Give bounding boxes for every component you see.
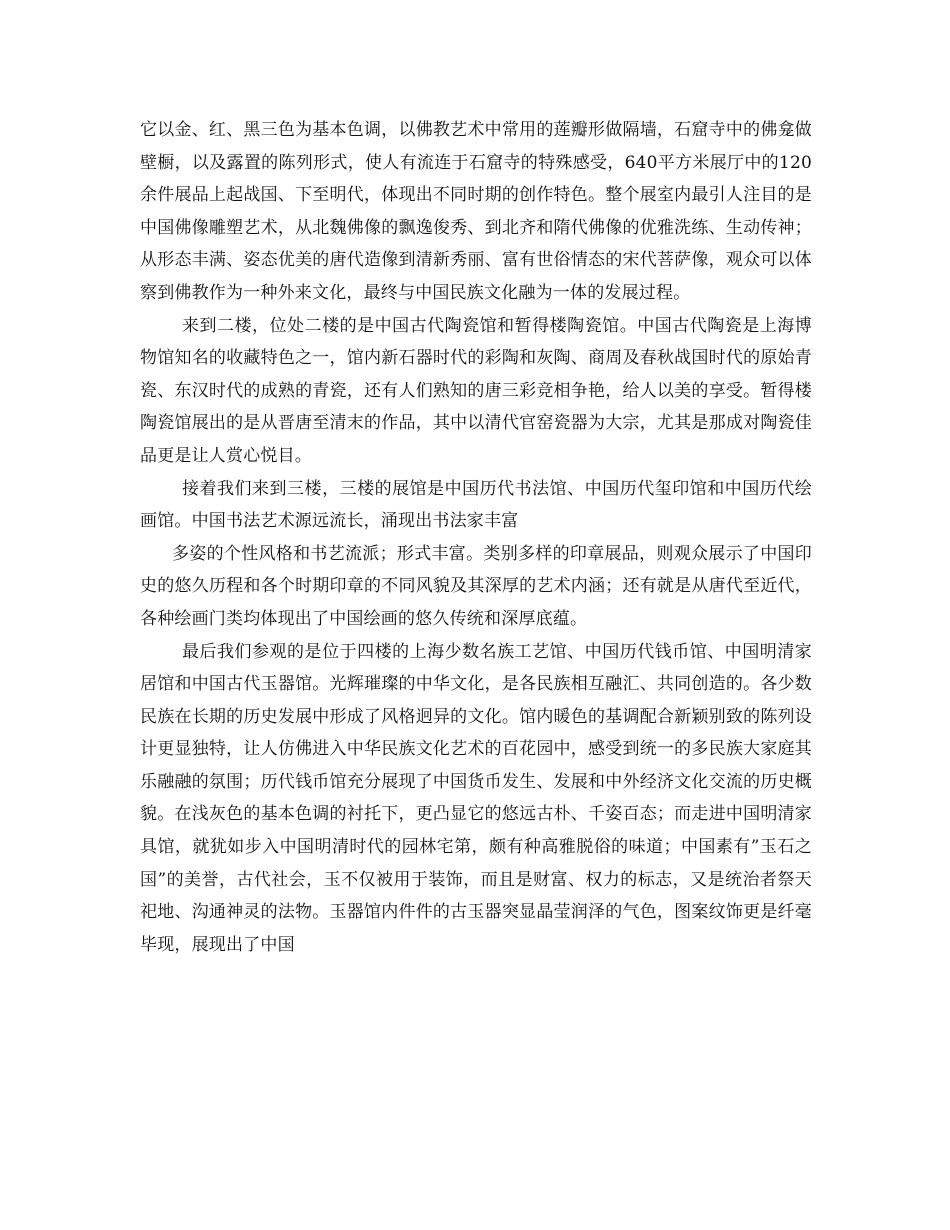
paragraph-4: 多姿的个性风格和书艺流派；形式丰富。类别多样的印章展品，则观众展示了中国印史的悠久历程和各个时期印章的不同风貌及其深厚的艺术内涵；还有就是从唐代至近代，各种绘画门类均体现出了中国绘画的悠久传统和深厚底蕴。 [140, 543, 812, 629]
paragraph-3: 接着我们来到三楼，三楼的展馆是中国历代书法馆、中国历代玺印馆和中国历代绘画馆。中国书法艺术源远流长，涌现出书法家丰富 [140, 478, 812, 532]
paragraph-2: 来到二楼，位处二楼的是中国古代陶瓷馆和暂得楼陶瓷馆。中国古代陶瓷是上海博物馆知名的收藏特色之一，馆内新石器时代的彩陶和灰陶、商周及春秋战国时代的原始青瓷、东汉时代的成熟的青瓷，还有人们熟知的唐三彩竞相争艳，给人以美的享受。暂得楼陶瓷馆展出的是从晋唐至清末的作品，其中以清代官窑瓷器为大宗，尤其是那成对陶瓷佳品更是让人赏心悦目。 [140, 315, 812, 466]
paragraph-5: 最后我们参观的是位于四楼的上海少数名族工艺馆、中国历代钱币馆、中国明清家居馆和中国古代玉器馆。光辉璀璨的中华文化，是各民族相互融汇、共同创造的。各少数民族在长期的历史发展中形成了风格迥异的文化。馆内暖色的基调配合新颖别致的陈列设计更显独特，让人仿佛进入中华民族文化艺术的百花园中，感受到统一的多民族大家庭其乐融融的氛围；历代钱币馆充分展现了中国货币发生、发展和中外经济文化交流的历史概貌。在浅灰色的基本色调的衬托下，更凸显它的悠远古朴、千姿百态；而走进中国明清家具馆，就犹如步入中国明清时代的园林宅第，颇有种高雅脱俗的味道；中国素有”玉石之国”的美誉，古代社会，玉不仅被用于装饰，而且是财富、权力的标志，又是统治者祭天祀地、沟通神灵的法物。玉器馆内件件的古玉器突显晶莹润泽的气色，图案纹饰更是纤毫毕现，展现出了中国 [140, 641, 812, 955]
paragraph-1: 它以金、红、黑三色为基本色调，以佛教艺术中常用的莲瓣形做隔墙，石窟寺中的佛龛做壁橱，以及露置的陈列形式，使人有流连于石窟寺的特殊感受，640平方米展厅中的120余件展品上起战国、下至明代，体现出不同时期的创作特色。整个展室内最引人注目的是中国佛像雕塑艺术，从北魏佛像的飘逸俊秀、到北齐和隋代佛像的优雅洗练、生动传神；从形态丰满、姿态优美的唐代造像到清新秀丽、富有世俗情态的宋代菩萨像，观众可以体察到佛教作为一种外来文化，最终与中国民族文化融为一体的发展过程。 [140, 120, 812, 303]
document-body [140, 114, 812, 961]
